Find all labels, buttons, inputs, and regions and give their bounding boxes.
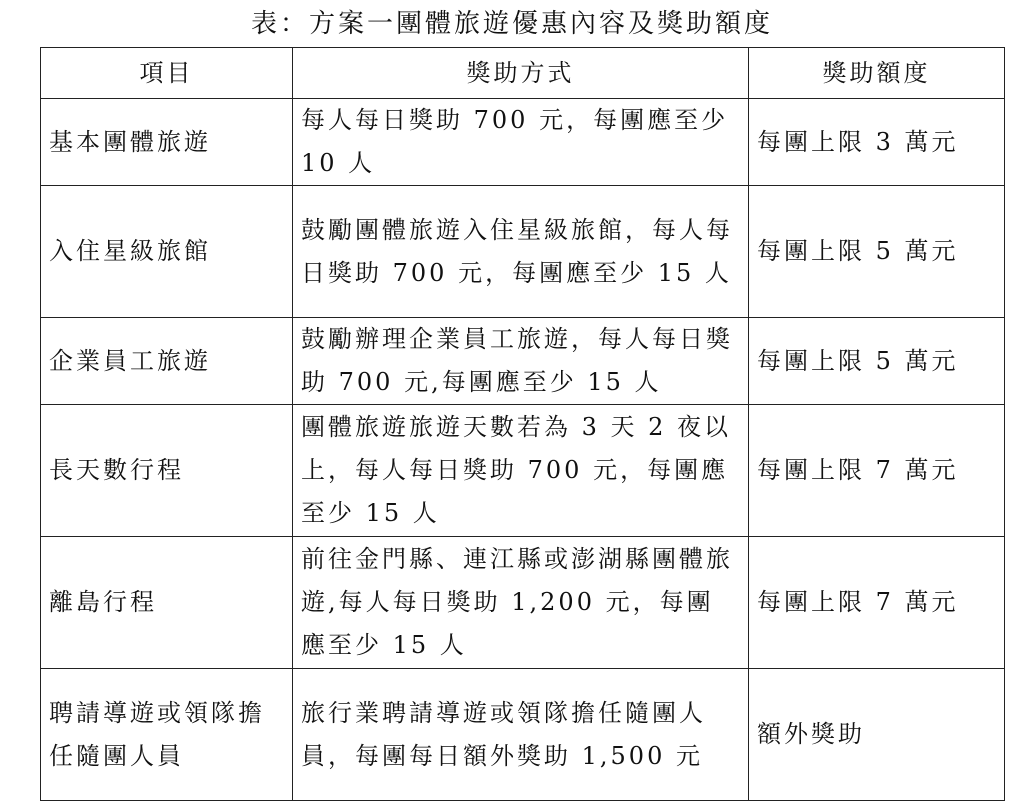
row-method: 鼓勵團體旅遊入住星級旅館，每人每日獎助 700 元，每團應至少 15 人: [293, 186, 749, 318]
row-item: 企業員工旅遊: [41, 318, 293, 405]
subsidy-table: [40, 47, 1005, 801]
row-limit: 額外獎助: [749, 669, 1005, 801]
column-header-method: 獎助方式: [293, 48, 749, 99]
row-limit: 每團上限 7 萬元: [749, 537, 1005, 669]
row-limit: 每團上限 5 萬元: [749, 186, 1005, 318]
row-item: 離島行程: [41, 537, 293, 669]
row-method: 前往金門縣、連江縣或澎湖縣團體旅遊,每人每日獎助 1,200 元，每團應至少 15 人: [293, 537, 749, 669]
column-header-item: 項目: [41, 48, 293, 99]
row-method: 旅行業聘請導遊或領隊擔任隨團人員，每團每日額外獎助 1,500 元: [293, 669, 749, 801]
row-item: 長天數行程: [41, 405, 293, 537]
row-limit: 每團上限 5 萬元: [749, 318, 1005, 405]
row-method: 每人每日獎助 700 元，每團應至少 10 人: [293, 99, 749, 186]
table-row: [41, 669, 1005, 801]
row-method: 鼓勵辦理企業員工旅遊，每人每日獎助 700 元,每團應至少 15 人: [293, 318, 749, 405]
row-limit: 每團上限 7 萬元: [749, 405, 1005, 537]
table-header-row: [41, 48, 1005, 99]
table-row: [41, 405, 1005, 537]
row-item: 入住星級旅館: [41, 186, 293, 318]
row-method: 團體旅遊旅遊天數若為 3 天 2 夜以上，每人每日獎助 700 元，每團應至少 15 人: [293, 405, 749, 537]
table-row: [41, 318, 1005, 405]
row-limit: 每團上限 3 萬元: [749, 99, 1005, 186]
table-title: 表：方案一團體旅遊優惠內容及獎助額度: [250, 9, 773, 39]
table-row: [41, 537, 1005, 669]
row-item: 聘請導遊或領隊擔任隨團人員: [41, 669, 293, 801]
row-item: 基本團體旅遊: [41, 99, 293, 186]
table-row: [41, 186, 1005, 318]
table-row: [41, 99, 1005, 186]
column-header-limit: 獎助額度: [749, 48, 1005, 99]
